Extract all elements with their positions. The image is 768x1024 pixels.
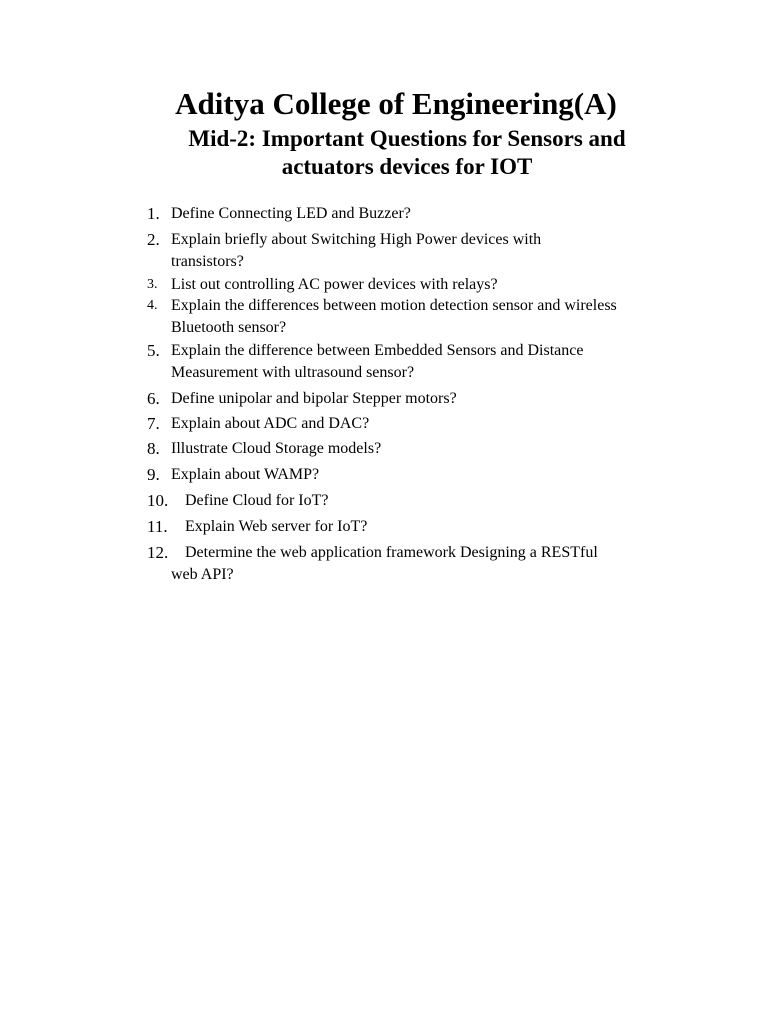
question-text — [171, 274, 681, 296]
question-number: 3. — [147, 277, 158, 292]
question-number: 4. — [147, 298, 158, 313]
exam-subtitle — [0, 125, 768, 181]
question-number: 1. — [147, 204, 160, 223]
question-line: Define Cloud for IoT? — [185, 492, 329, 509]
question-number: 2. — [147, 230, 160, 249]
question-line: Explain about ADC and DAC? — [171, 415, 370, 432]
question-text — [171, 388, 681, 410]
question-line-continued: Measurement with ultrasound sensor? — [171, 364, 415, 381]
question-line: Determine the web application framework Designing a RESTful — [185, 544, 598, 561]
question-text — [171, 464, 681, 486]
question-line: Explain Web server for IoT? — [185, 518, 368, 535]
question-text — [171, 295, 681, 339]
question-text — [185, 542, 695, 564]
question-line: Define Connecting LED and Buzzer? — [171, 205, 411, 222]
question-number: 5. — [147, 341, 160, 360]
question-number: 12. — [147, 543, 169, 562]
question-number: 7. — [147, 414, 160, 433]
subtitle-line-2: actuators devices for IOT — [281, 154, 533, 179]
question-text — [171, 413, 681, 435]
question-number: 8. — [147, 439, 160, 458]
question-line: Explain the differences between motion detection sensor and wireless — [171, 297, 617, 314]
question-number: 6. — [147, 389, 160, 408]
question-line: Illustrate Cloud Storage models? — [171, 440, 382, 457]
question-line: Explain about WAMP? — [171, 466, 320, 483]
question-text — [171, 438, 681, 460]
question-line-continued: transistors? — [171, 253, 244, 270]
question-text — [171, 229, 681, 273]
question-line: Explain the difference between Embedded Sensors and Distance — [171, 342, 584, 359]
question-line: Explain briefly about Switching High Power devices with — [171, 231, 542, 248]
question-text-continued — [171, 564, 681, 586]
question-number: 9. — [147, 465, 160, 484]
subtitle-line-1: Mid-2: Important Questions for Sensors and — [188, 126, 626, 151]
question-text — [185, 516, 695, 538]
question-line-continued: web API? — [171, 566, 234, 583]
question-text — [171, 340, 681, 384]
question-line: List out controlling AC power devices with relays? — [171, 276, 498, 293]
question-text — [171, 203, 681, 225]
question-text — [185, 490, 695, 512]
question-number: 11. — [147, 517, 168, 536]
question-number: 10. — [147, 491, 169, 510]
college-title: Aditya College of Engineering(A) — [175, 86, 617, 121]
question-line-continued: Bluetooth sensor? — [171, 319, 287, 336]
question-line: Define unipolar and bipolar Stepper motors? — [171, 390, 457, 407]
